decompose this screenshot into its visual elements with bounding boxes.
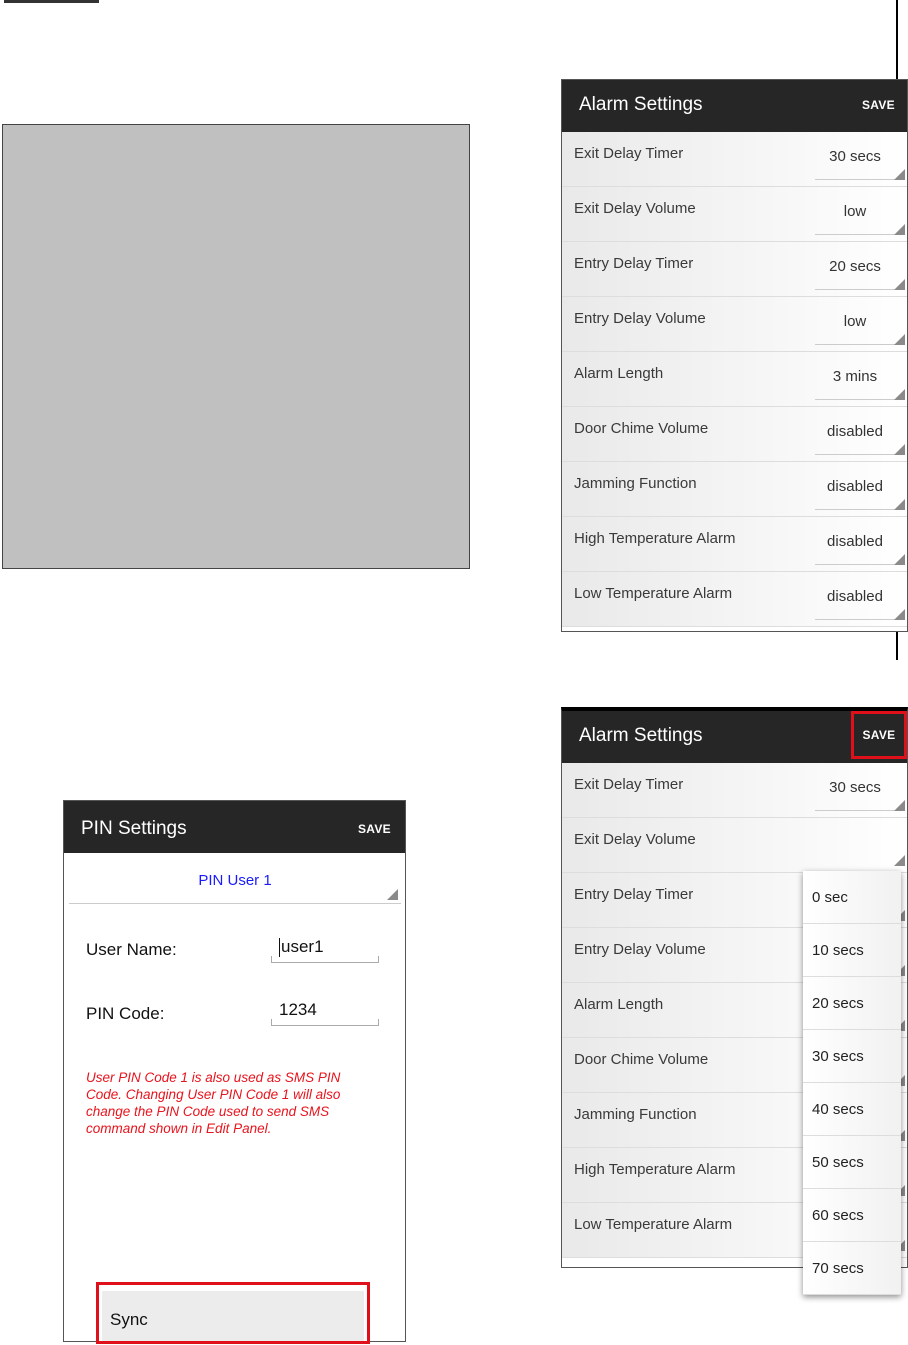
- spinner-underline: [815, 344, 905, 345]
- setting-value[interactable]: 30 secs: [829, 779, 881, 796]
- dropdown-option[interactable]: [803, 977, 901, 1030]
- text-caret: [279, 938, 280, 957]
- setting-row-alarm-length[interactable]: [562, 352, 907, 407]
- dropdown-corner-icon: [894, 169, 905, 180]
- setting-label: Exit Delay Volume: [574, 831, 696, 848]
- image-placeholder: [2, 124, 470, 569]
- spinner-underline: [815, 179, 905, 180]
- option-label: 70 secs: [812, 1260, 864, 1277]
- setting-label: Low Temperature Alarm: [574, 585, 733, 602]
- pin-user-value: PIN User 1: [198, 872, 272, 889]
- setting-value[interactable]: disabled: [827, 478, 883, 495]
- option-label: 10 secs: [812, 942, 864, 959]
- spinner-underline: [815, 509, 905, 510]
- setting-label: Entry Delay Volume: [574, 310, 706, 327]
- option-label: 0 sec: [812, 889, 848, 906]
- spinner-underline: [815, 399, 905, 400]
- save-button-highlighted[interactable]: SAVE: [851, 711, 907, 759]
- user-name-label: User Name:: [86, 940, 177, 959]
- setting-row-exit-delay-timer[interactable]: [562, 763, 907, 818]
- setting-value[interactable]: low: [843, 313, 867, 330]
- pin-settings-panel: [63, 800, 406, 1342]
- spinner-underline: [815, 564, 905, 565]
- dropdown-corner-icon: [894, 224, 905, 235]
- setting-label: Entry Delay Volume: [574, 941, 706, 958]
- sync-label: Sync: [110, 1310, 148, 1329]
- setting-label: Entry Delay Timer: [574, 255, 694, 272]
- option-label: 50 secs: [812, 1154, 864, 1171]
- pin-title: PIN Settings: [81, 818, 187, 839]
- sync-highlight-frame: [96, 1282, 370, 1344]
- save-button[interactable]: SAVE: [862, 98, 895, 112]
- dropdown-option[interactable]: [803, 1136, 901, 1189]
- spinner-underline: [815, 289, 905, 290]
- top-rule: [4, 0, 99, 3]
- setting-value[interactable]: 30 secs: [829, 148, 881, 165]
- setting-value[interactable]: disabled: [827, 423, 883, 440]
- setting-value[interactable]: 20 secs: [829, 258, 881, 275]
- setting-row-door-chime-volume[interactable]: [562, 407, 907, 462]
- setting-row-entry-delay-timer[interactable]: [562, 242, 907, 297]
- alarm-title: Alarm Settings: [579, 94, 703, 115]
- pin-code-field[interactable]: [271, 1000, 379, 1026]
- user-name-field[interactable]: [271, 937, 379, 963]
- setting-label: Jamming Function: [574, 475, 697, 492]
- dropdown-corner-icon: [387, 889, 398, 900]
- alarm-settings-panel-1: [561, 79, 908, 632]
- dropdown-option[interactable]: [803, 1083, 901, 1136]
- setting-label: High Temperature Alarm: [574, 530, 736, 547]
- dropdown-corner-icon: [894, 855, 905, 866]
- spinner-underline: [815, 619, 905, 620]
- dropdown-corner-icon: [894, 334, 905, 345]
- dropdown-corner-icon: [894, 279, 905, 290]
- setting-label: Door Chime Volume: [574, 420, 709, 437]
- pin-code-label: PIN Code:: [86, 1004, 165, 1023]
- dropdown-corner-icon: [894, 499, 905, 510]
- setting-label: High Temperature Alarm: [574, 1161, 736, 1178]
- pin-code-value: 1234: [279, 1000, 317, 1019]
- alarm-title: Alarm Settings: [579, 725, 703, 746]
- dropdown-corner-icon: [894, 800, 905, 811]
- alarm-app-bar: [562, 711, 907, 763]
- spinner-underline: [815, 454, 905, 455]
- pin-user-spinner[interactable]: [69, 855, 401, 904]
- dropdown-option[interactable]: [803, 924, 901, 977]
- save-button[interactable]: SAVE: [358, 822, 391, 836]
- dropdown-option[interactable]: [803, 871, 901, 924]
- setting-row-jamming-function[interactable]: [562, 462, 907, 517]
- dropdown-corner-icon: [894, 444, 905, 455]
- spinner-underline: [815, 810, 905, 811]
- setting-label: Exit Delay Timer: [574, 776, 684, 793]
- setting-label: Alarm Length: [574, 365, 664, 382]
- setting-value[interactable]: disabled: [827, 533, 883, 550]
- dropdown-corner-icon: [894, 389, 905, 400]
- dropdown-corner-icon: [894, 609, 905, 620]
- dropdown-option[interactable]: [803, 1242, 901, 1295]
- setting-row-high-temperature-alarm[interactable]: [562, 517, 907, 572]
- setting-label: Door Chime Volume: [574, 1051, 709, 1068]
- alarm-settings-panel-2: [561, 707, 908, 1277]
- setting-row-entry-delay-volume[interactable]: [562, 297, 907, 352]
- option-label: 30 secs: [812, 1048, 864, 1065]
- setting-label: Alarm Length: [574, 996, 664, 1013]
- user-name-value: user1: [281, 937, 324, 956]
- sms-pin-warning: User PIN Code 1 is also used as SMS PIN Code. Changing User PIN Code 1 will also change the PIN Code used to send SMS command shown in Edit Panel.: [86, 1070, 341, 1136]
- setting-label: Entry Delay Timer: [574, 886, 694, 903]
- dropdown-corner-icon: [894, 554, 905, 565]
- setting-value[interactable]: 3 mins: [832, 368, 878, 385]
- setting-label: Jamming Function: [574, 1106, 697, 1123]
- setting-value[interactable]: disabled: [827, 588, 883, 605]
- option-label: 60 secs: [812, 1207, 864, 1224]
- setting-label: Exit Delay Volume: [574, 200, 696, 217]
- option-label: 20 secs: [812, 995, 864, 1012]
- setting-row-exit-delay-volume[interactable]: [562, 187, 907, 242]
- pin-app-bar: [64, 801, 405, 853]
- setting-value[interactable]: low: [843, 203, 867, 220]
- setting-row-low-temperature-alarm[interactable]: [562, 572, 907, 627]
- alarm-app-bar: [562, 80, 907, 132]
- alarm-rows: [562, 132, 907, 627]
- setting-label: Low Temperature Alarm: [574, 1216, 733, 1233]
- dropdown-option[interactable]: [803, 1030, 901, 1083]
- option-label: 40 secs: [812, 1101, 864, 1118]
- exit-delay-timer-dropdown: [803, 871, 901, 1295]
- setting-label: Exit Delay Timer: [574, 145, 684, 162]
- spinner-underline: [815, 234, 905, 235]
- alarm-rows: [562, 763, 907, 1277]
- dropdown-option[interactable]: [803, 1189, 901, 1242]
- setting-row-exit-delay-volume[interactable]: [562, 818, 907, 873]
- setting-row-exit-delay-timer[interactable]: [562, 132, 907, 187]
